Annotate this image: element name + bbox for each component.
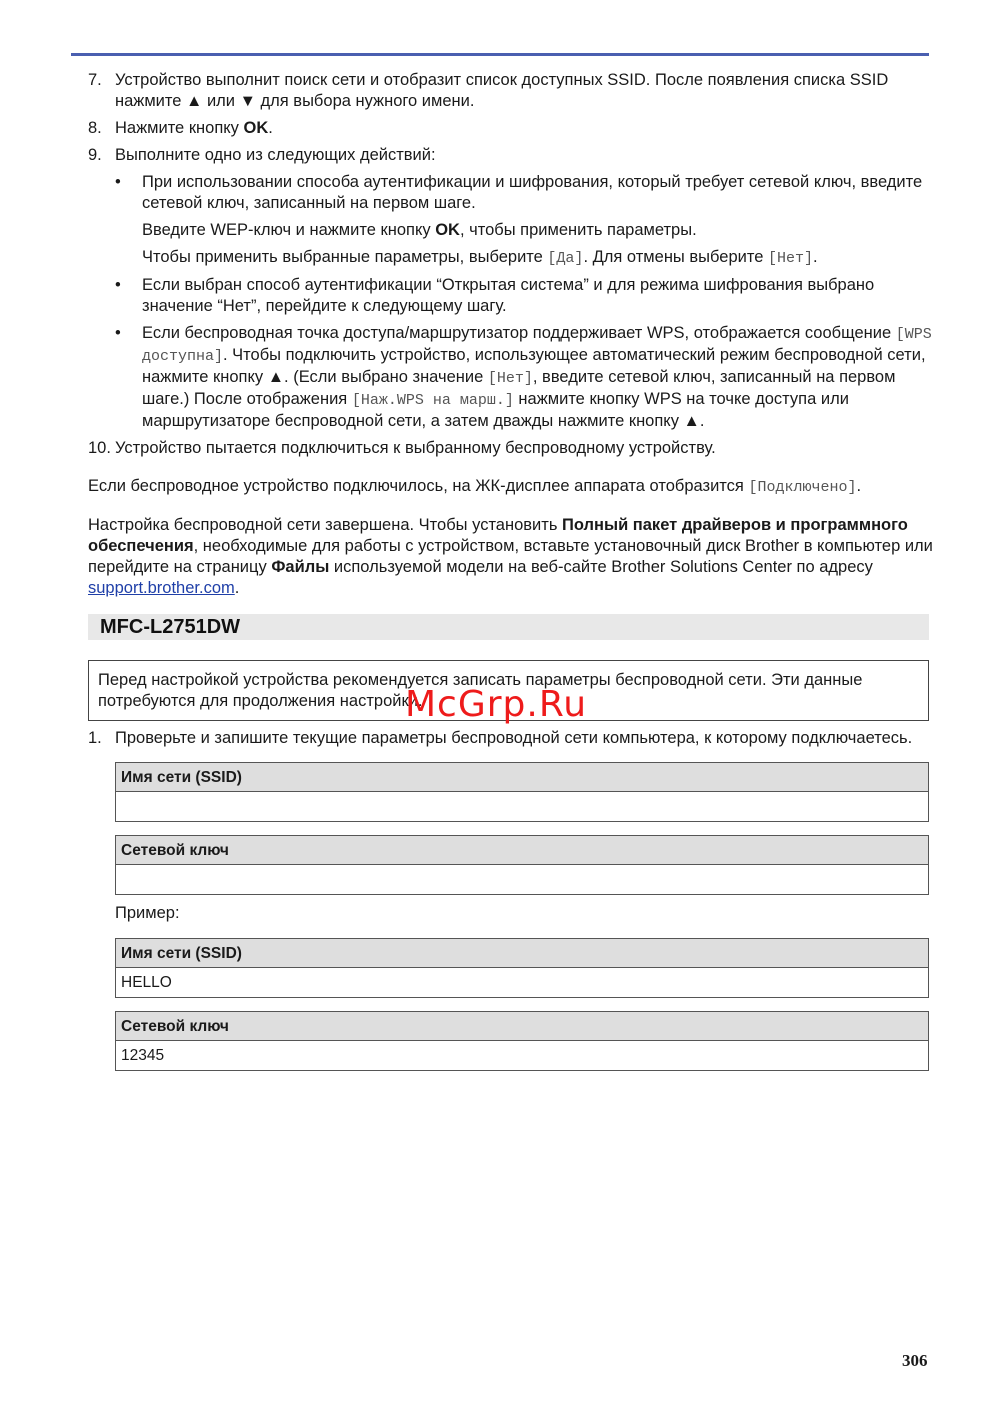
up-arrow-icon: ▲ — [186, 92, 203, 110]
example-key-table — [115, 1011, 929, 1071]
lcd-message-press-wps: [Наж.WPS на марш.] — [351, 392, 514, 409]
step-7: 7. Устройство выполнит поиск сети и отобразит список доступных SSID. После появления списка SSID нажмите ▲ или ▼ для выбора нужного имени. — [88, 71, 889, 110]
page-number: 306 — [902, 1351, 928, 1370]
step-number: 10. — [88, 439, 111, 457]
lcd-option-yes: [Да] — [547, 250, 584, 267]
step-number: 8. — [88, 119, 102, 137]
section-heading: MFC-L2751DW — [88, 614, 929, 640]
step-number: 1. — [88, 729, 102, 747]
table-cell: HELLO — [121, 974, 172, 991]
example-label: Пример: — [115, 904, 180, 922]
lcd-message-connected: [Подключено] — [748, 479, 857, 496]
ok-key-label: OK — [243, 119, 269, 137]
instructions — [88, 70, 933, 599]
table-header: Сетевой ключ — [116, 1012, 928, 1041]
table-cell — [116, 792, 928, 821]
table-cell: 12345 — [121, 1047, 165, 1064]
example-ssid-table — [115, 938, 929, 998]
step-9: 9. Выполните одно из следующих действий: • При использовании способа аутентификации и шифрования, который требует сетевой ключ, введите сетевой ключ, записанный на первом шаге. Введите WEP-ключ и нажмите кнопку OK, чтобы применить параметры. Чтобы применить выбранные параметры, выберите [Да]. Для отмены выберите [Нет]. • Если выбран способ аутентификации “Открытая система” и для режима шифрования выбрано значение “Нет”, перейдите к следующему шагу. • Если беспроводная точка доступа/маршрутизатор поддерживает WPS, отображается сообщение [WPS доступна]. Чтобы подключить устройство, использующее автоматический режим беспроводной сети, нажмите кнопку ▲. (Если выбрано значение [Нет], введите сетевой ключ, записанный на первом шаге.) После отображения [Наж.WPS на марш.] нажмите кнопку WPS на точке доступа или маршрутизаторе беспроводной сети, а затем дважды нажмите кнопку ▲. — [88, 146, 932, 430]
down-arrow-icon: ▼ — [239, 92, 256, 110]
network-key-table — [115, 835, 929, 895]
lcd-option-no: [Нет] — [487, 370, 533, 387]
step-1: 1. Проверьте и запишите текущие параметры беспроводной сети компьютера, к которому подключаетесь. — [88, 729, 913, 747]
step-10: 10. Устройство пытается подключиться к выбранному беспроводному устройству. — [88, 439, 716, 457]
note-box: Перед настройкой устройства рекомендуется записать параметры беспроводной сети. Эти данные потребуются для продолжения настройки. — [88, 660, 929, 721]
setup-complete-paragraph: Настройка беспроводной сети завершена. Чтобы установить Полный пакет драйверов и программного обеспечения, необходимые для работы с устройством, вставьте установочный диск Brother в компьютер или перейдите на страницу Файлы используемой модели на веб-сайте Brother Solutions Center по адресу support.brother.com. — [88, 516, 933, 597]
connected-paragraph: Если беспроводное устройство подключилось, на ЖК-дисплее аппарата отобразится [Подключено]. — [88, 477, 862, 496]
watermark: McGrp.Ru — [405, 684, 588, 725]
support-link[interactable]: support.brother.com — [88, 579, 235, 597]
up-arrow-icon: ▲ — [267, 368, 285, 386]
table-header: Сетевой ключ — [116, 836, 928, 865]
bullet-icon: • — [115, 173, 121, 191]
bullet-icon: • — [115, 324, 121, 342]
list-item: • При использовании способа аутентификации и шифрования, который требует сетевой ключ, введите сетевой ключ, записанный на первом шаге. Введите WEP-ключ и нажмите кнопку OK, чтобы применить параметры. Чтобы применить выбранные параметры, выберите [Да]. Для отмены выберите [Нет]. — [115, 173, 923, 267]
lcd-option-no: [Нет] — [767, 250, 813, 267]
ok-key-label: OK — [435, 221, 460, 239]
lcd-message-wps: [WPS доступна] — [142, 326, 932, 365]
table-header: Имя сети (SSID) — [116, 939, 928, 968]
options-list — [115, 172, 933, 432]
step-8: 8. Нажмите кнопку OK. — [88, 119, 273, 137]
bullet-icon: • — [115, 276, 121, 294]
step-number: 9. — [88, 146, 102, 164]
list-item: • Если выбран способ аутентификации “Открытая система” и для режима шифрования выбрано значение “Нет”, перейдите к следующему шагу. — [115, 276, 875, 315]
top-rule — [71, 53, 929, 56]
list-item: • Если беспроводная точка доступа/маршрутизатор поддерживает WPS, отображается сообщение [WPS доступна]. Чтобы подключить устройство, использующее автоматический режим беспроводной сети, нажмите кнопку ▲. (Если выбрано значение [Нет], введите сетевой ключ, записанный на первом шаге.) После отображения [Наж.WPS на марш.] нажмите кнопку WPS на точке доступа или маршрутизаторе беспроводной сети, а затем дважды нажмите кнопку ▲. — [115, 324, 932, 430]
table-cell — [116, 865, 928, 894]
ssid-table — [115, 762, 929, 822]
step-number: 7. — [88, 71, 102, 89]
table-header: Имя сети (SSID) — [116, 763, 928, 792]
up-arrow-icon: ▲ — [683, 412, 700, 430]
